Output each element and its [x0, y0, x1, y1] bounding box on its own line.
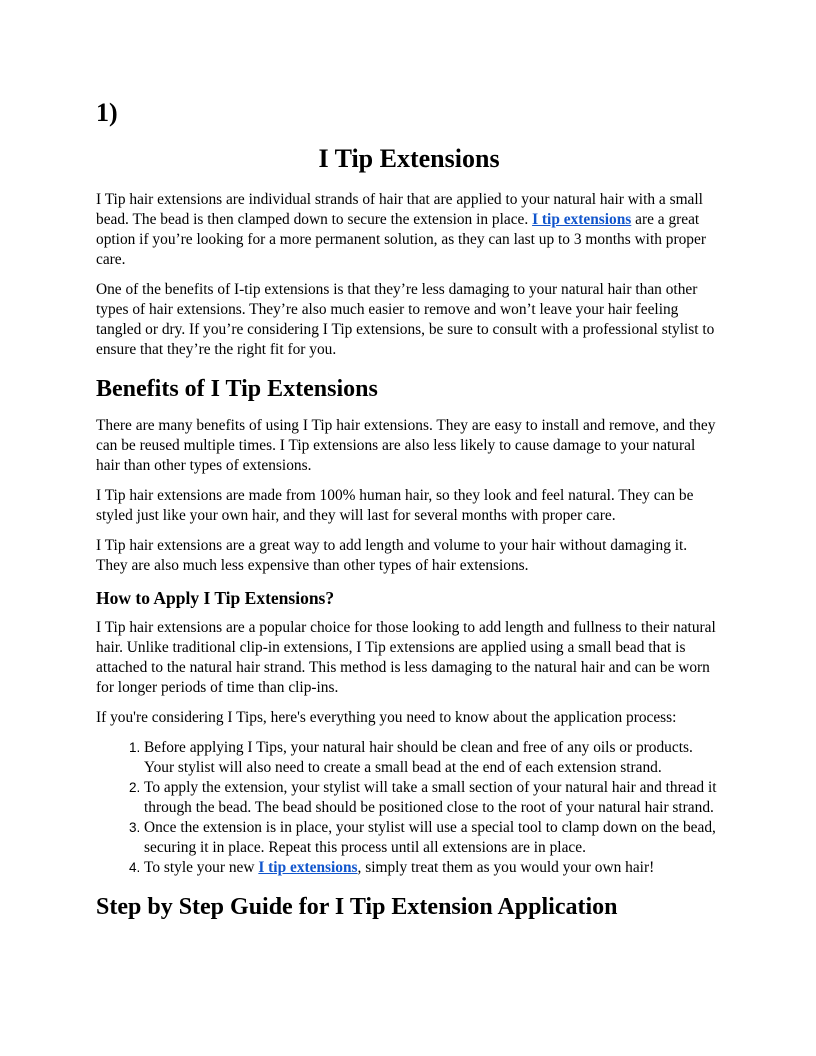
- apply-paragraph-2: If you're considering I Tips, here's everything you need to know about the application process:: [96, 709, 677, 726]
- intro-paragraph-2: One of the benefits of I-tip extensions is that they’re less damaging to your natural hair than other types of hair extensions. They’re also much easier to remove and won’t leave your hair feeling tangled or dry. If you’re considering I Tip extensions, be sure to consult with a professional stylist to ensure that they’re the right fit for you.: [96, 281, 715, 358]
- benefits-heading: Benefits of I Tip Extensions: [96, 376, 378, 402]
- intro-text-after-link: are a great option if you’re looking for a more permanent solution, as they can last up to 3 months with proper care.: [96, 211, 706, 268]
- apply-paragraph-1: I Tip hair extensions are a popular choice for those looking to add length and fullness to their natural hair. Unlike traditional clip-in extensions, I Tip extensions are applied using a small bead that is attached to the natural hair strand. This method is less damaging to the natural hair and can be worn for longer periods of time than clip-ins.: [96, 619, 716, 696]
- guide-heading: Step by Step Guide for I Tip Extension Application: [96, 894, 618, 920]
- benefits-paragraph-3: I Tip hair extensions are a great way to add length and volume to your hair without damaging it. They are also much less expensive than other types of hair extensions.: [96, 537, 688, 574]
- list-item: 1. Before applying I Tips, your natural hair should be clean and free of any oils or products. Your stylist will also need to create a small bead at the end of each extension strand.: [144, 738, 722, 778]
- application-steps-list: [96, 738, 722, 878]
- list-item: [144, 858, 722, 878]
- intro-paragraph-1: [96, 190, 722, 270]
- benefits-paragraph-2: I Tip hair extensions are made from 100% human hair, so they look and feel natural. They can be styled just like your own hair, and they will last for several months with proper care.: [96, 487, 694, 524]
- step4-text-after-link: , simply treat them as you would your own hair!: [357, 859, 655, 876]
- list-item: 2. To apply the extension, your stylist will take a small section of your natural hair and thread it through the bead. The bead should be positioned close to the root of your natural hair strand.: [144, 778, 722, 818]
- list-item: 3. Once the extension is in place, your stylist will use a special tool to clamp down on the bead, securing it in place. Repeat this process until all extensions are in place.: [144, 818, 722, 858]
- document-page: [96, 96, 722, 934]
- apply-heading: How to Apply I Tip Extensions?: [96, 588, 335, 608]
- page-title: I Tip Extensions: [318, 144, 500, 173]
- i-tip-extensions-link-2[interactable]: I tip extensions: [258, 859, 358, 876]
- benefits-paragraph-1: There are many benefits of using I Tip hair extensions. They are easy to install and remove, and they can be reused multiple times. I Tip extensions are also less likely to cause damage to your natural hair than other types of extensions.: [96, 417, 716, 474]
- step4-text-before-link: To style your new: [144, 859, 259, 876]
- intro-text-before-link: I Tip hair extensions are individual strands of hair that are applied to your natural hair with a small bead. The bead is then clamped down to secure the extension in place.: [96, 191, 703, 228]
- heading-number: 1): [96, 98, 118, 127]
- i-tip-extensions-link[interactable]: I tip extensions: [532, 211, 632, 228]
